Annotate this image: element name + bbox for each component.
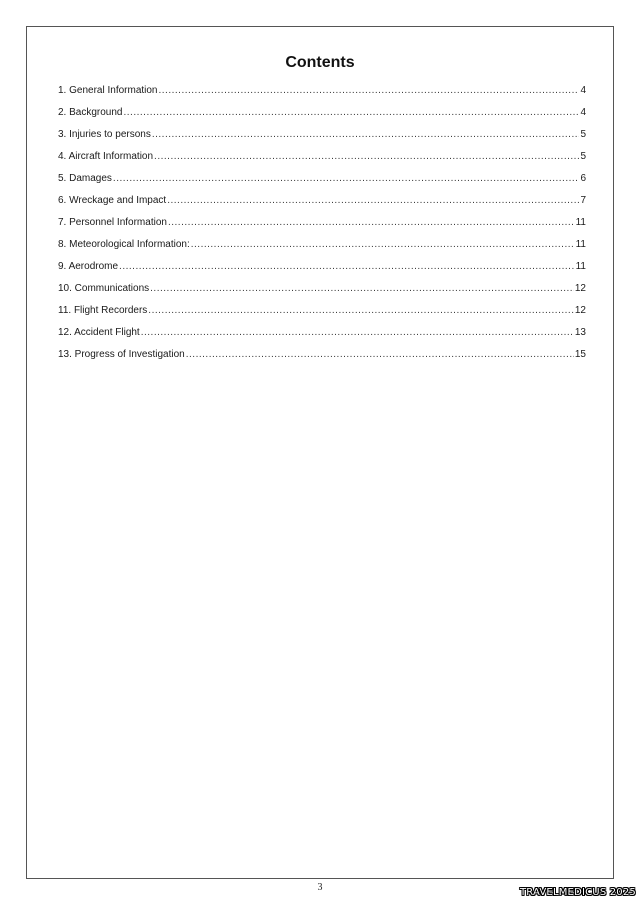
- toc-entry-general-information[interactable]: [58, 80, 586, 102]
- toc-entry-page: 11: [575, 217, 586, 228]
- toc-entry-page: 7: [580, 195, 586, 206]
- toc-dot-leader: [186, 344, 574, 366]
- toc-entry-page: 11: [575, 239, 586, 250]
- toc-entry-page: 15: [574, 349, 586, 360]
- toc-entry-page: 13: [574, 327, 586, 338]
- toc-entry-label: 1. General Information: [58, 85, 158, 96]
- toc-dot-leader: [159, 80, 580, 102]
- toc-entry-label: 4. Aircraft Information: [58, 151, 154, 162]
- toc-dot-leader: [141, 322, 574, 344]
- toc-entry-accident-flight[interactable]: [58, 322, 586, 344]
- table-of-contents: [58, 80, 586, 366]
- toc-dot-leader: [124, 102, 580, 124]
- toc-entry-label: 6. Wreckage and Impact: [58, 195, 167, 206]
- toc-entry-aerodrome[interactable]: [58, 256, 586, 278]
- toc-entry-label: 10. Communications: [58, 283, 150, 294]
- page-number: 3: [317, 882, 323, 893]
- toc-entry-aircraft-information[interactable]: [58, 146, 586, 168]
- toc-entry-page: 4: [580, 85, 586, 96]
- toc-entry-page: 5: [580, 151, 586, 162]
- toc-dot-leader: [167, 190, 579, 212]
- toc-dot-leader: [148, 300, 574, 322]
- toc-entry-flight-recorders[interactable]: [58, 300, 586, 322]
- toc-entry-page: 12: [574, 283, 586, 294]
- toc-entry-damages[interactable]: [58, 168, 586, 190]
- toc-entry-label: 9. Aerodrome: [58, 261, 119, 272]
- toc-entry-page: 11: [575, 261, 586, 272]
- toc-entry-label: 8. Meteorological Information:: [58, 239, 190, 250]
- toc-entry-background[interactable]: [58, 102, 586, 124]
- page-title: Contents: [285, 54, 355, 71]
- toc-entry-label: 11. Flight Recorders: [58, 305, 148, 316]
- toc-dot-leader: [191, 234, 575, 256]
- toc-entry-injuries-to-persons[interactable]: [58, 124, 586, 146]
- toc-dot-leader: [168, 212, 575, 234]
- watermark: TRAVELMEDICUS 2025: [519, 887, 636, 898]
- toc-entry-communications[interactable]: [58, 278, 586, 300]
- toc-entry-page: 6: [580, 173, 586, 184]
- toc-entry-page: 4: [580, 107, 586, 118]
- toc-entry-meteorological-information[interactable]: [58, 234, 586, 256]
- toc-entry-label: 5. Damages: [58, 173, 112, 184]
- toc-entry-progress-of-investigation[interactable]: [58, 344, 586, 366]
- toc-entry-label: 3. Injuries to persons: [58, 129, 151, 140]
- toc-entry-label: 7. Personnel Information: [58, 217, 167, 228]
- toc-entry-personnel-information[interactable]: [58, 212, 586, 234]
- toc-dot-leader: [152, 124, 580, 146]
- toc-entry-page: 5: [580, 129, 586, 140]
- toc-entry-label: 13. Progress of Investigation: [58, 349, 185, 360]
- toc-dot-leader: [119, 256, 575, 278]
- toc-dot-leader: [150, 278, 574, 300]
- toc-entry-label: 2. Background: [58, 107, 123, 118]
- toc-entry-page: 12: [574, 305, 586, 316]
- toc-entry-wreckage-and-impact[interactable]: [58, 190, 586, 212]
- toc-dot-leader: [154, 146, 579, 168]
- toc-entry-label: 12. Accident Flight: [58, 327, 140, 338]
- toc-dot-leader: [113, 168, 580, 190]
